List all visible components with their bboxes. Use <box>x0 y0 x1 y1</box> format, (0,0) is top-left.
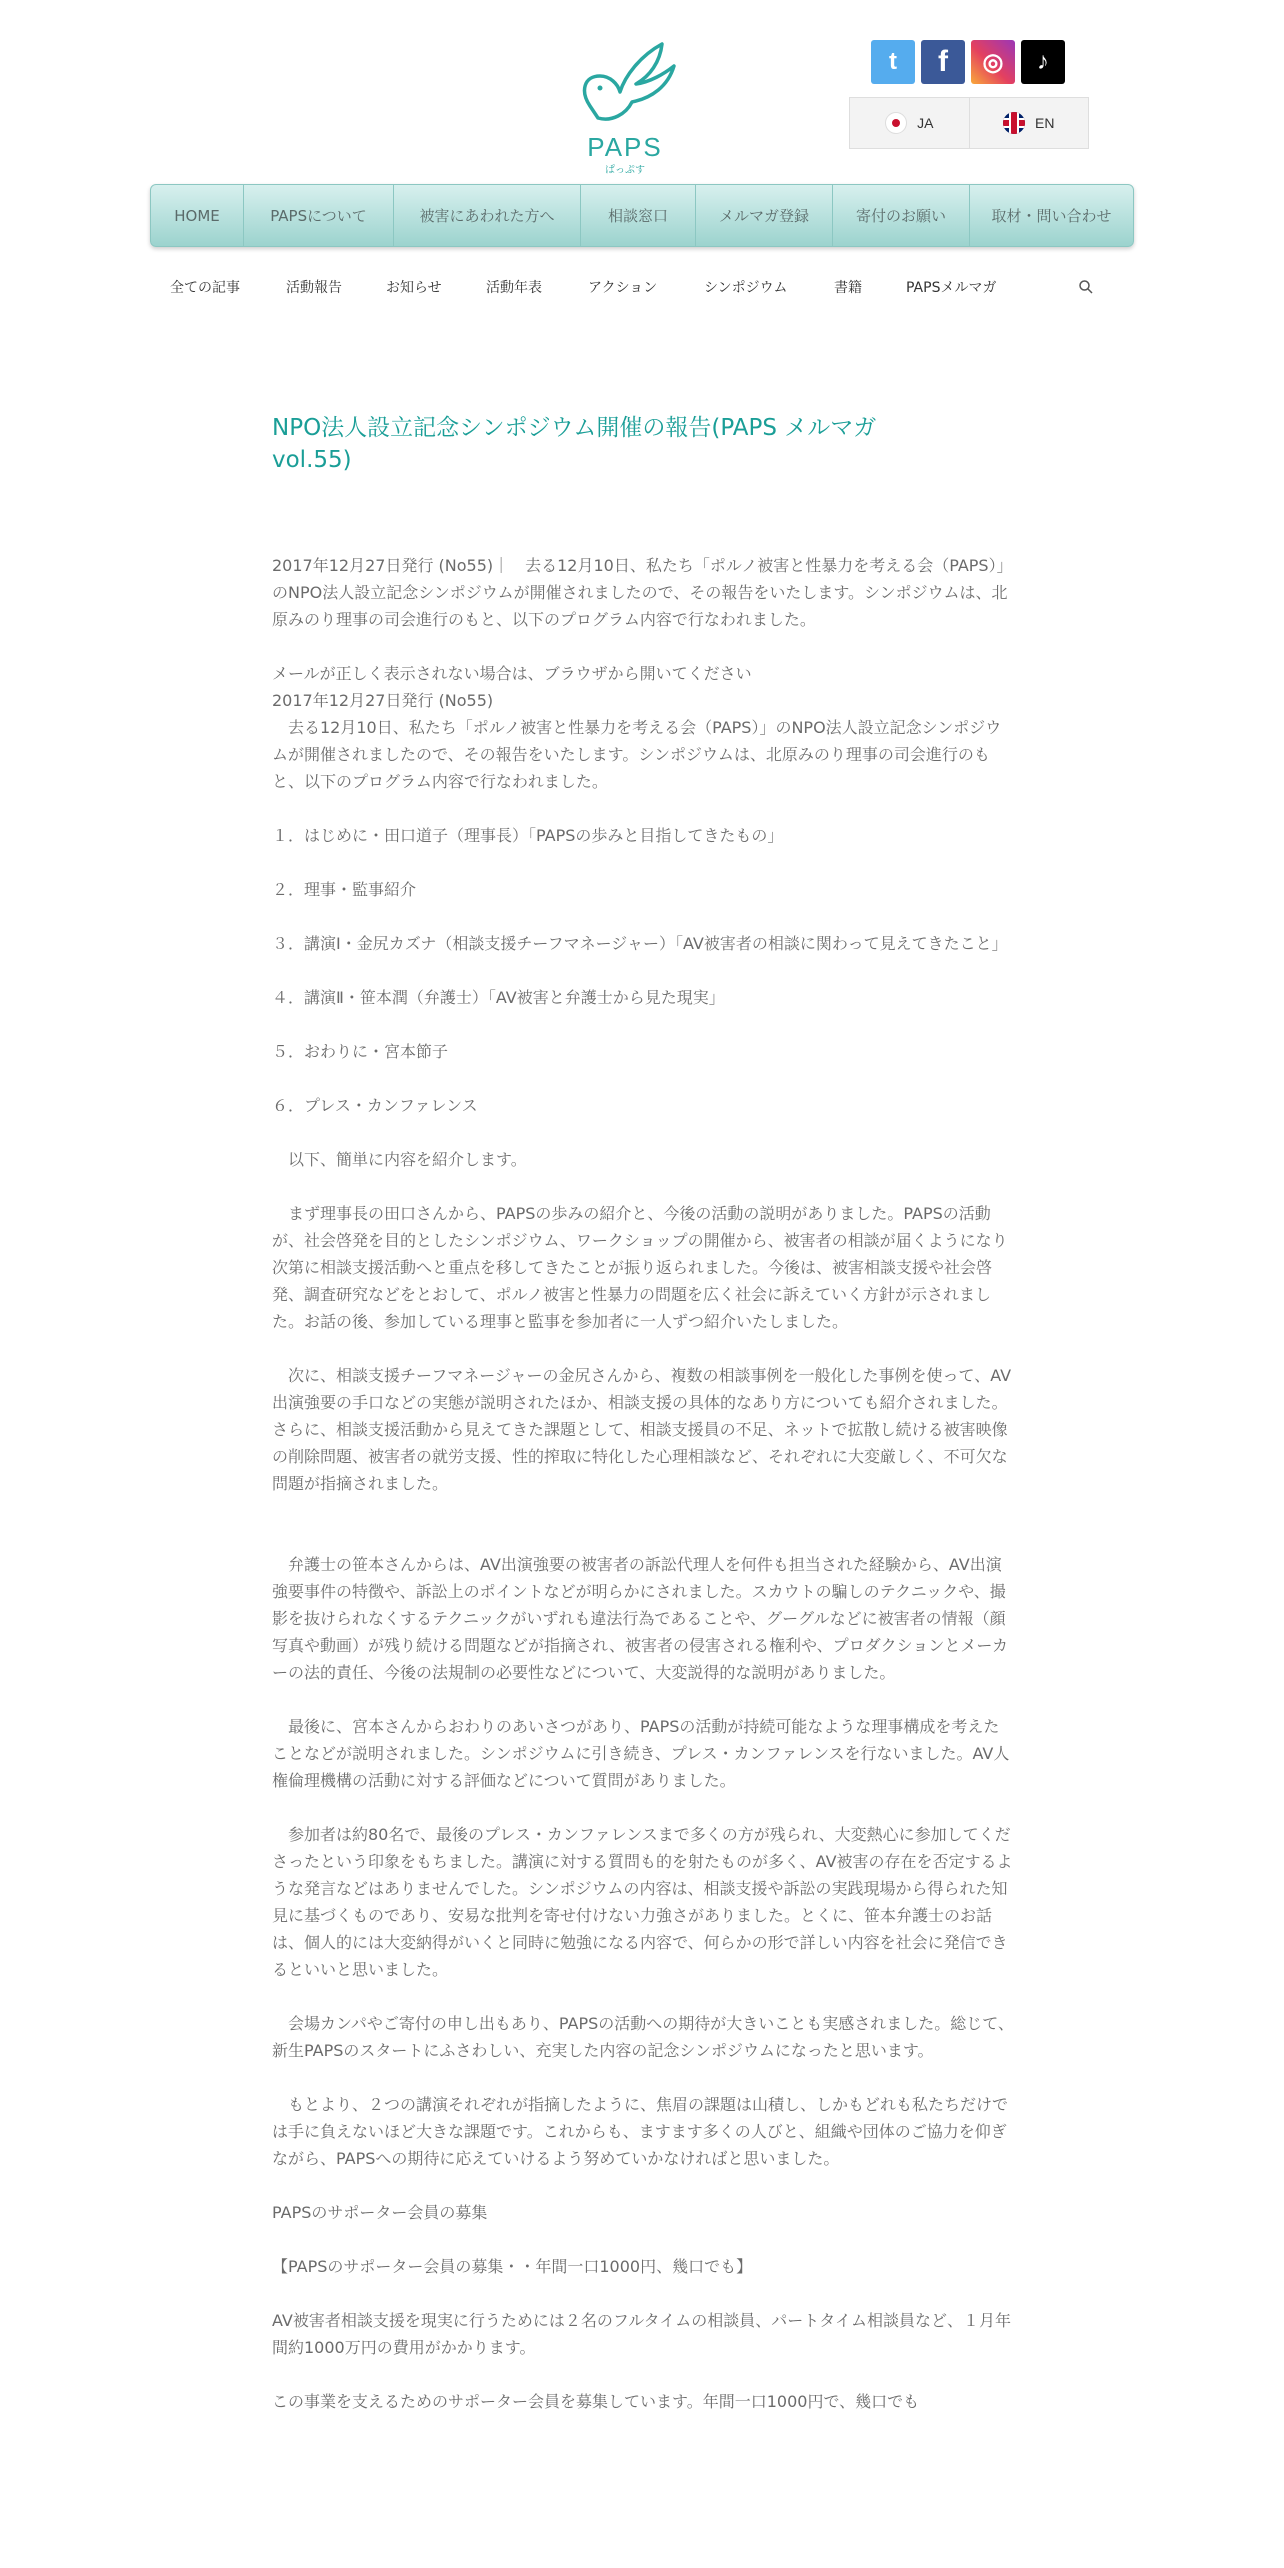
nav-donation[interactable]: 寄付のお願い <box>833 185 970 246</box>
category-news[interactable]: お知らせ <box>386 280 442 296</box>
main-nav <box>150 184 1134 247</box>
nav-home[interactable]: HOME <box>151 185 244 246</box>
article-title: NPO法人設立記念シンポジウム開催の報告(PAPS メルマガvol.55) <box>272 415 877 473</box>
nav-consultation[interactable]: 相談窓口 <box>581 185 696 246</box>
language-option-ja[interactable] <box>850 98 969 148</box>
site-logo[interactable] <box>560 36 690 176</box>
article-paragraph: ６．プレス・カンファレンス <box>272 1096 478 1115</box>
logo-brand-text: PAPS <box>587 132 663 162</box>
paragraph-gap <box>272 1335 1014 1362</box>
language-label-ja: JA <box>917 115 934 131</box>
nav-contact[interactable]: 取材・問い合わせ <box>991 207 1112 225</box>
language-option-en[interactable] <box>969 98 1089 148</box>
nav-victims[interactable]: 被害にあわれた方へ <box>394 185 581 246</box>
paragraph-gap <box>272 2361 1014 2388</box>
category-timeline[interactable]: 活動年表 <box>486 280 542 296</box>
article-paragraph: ２．理事・監事紹介 <box>272 880 417 899</box>
article-paragraph: 去る12月10日、私たち「ポルノ被害と性暴力を考える会（PAPS）」のNPO法人設立記念シンポジウムが開催されましたので、その報告をいたします。シンポジウムは、北原みのり理事の司会進行のもと、以下のプログラム内容で行なわれました。 <box>272 718 1002 791</box>
article-paragraph: まず理事長の田口さんから、PAPSの歩みの紹介と、今後の活動の説明がありました。PAPSの活動が、社会啓発を目的としたシンポジウム、ワークショップの開催から、被害者の相談が届くようになり次第に相談支援活動へと重点を移してきたことが振り返られました。今後は、被害相談支援や社会啓発、調査研究などをとおして、ポルノ被害と性暴力の問題を広く社会に訴えていく方針が示されました。お話の後、参加している理事と監事を参加者に一人ずつ紹介いたしました。 <box>272 1204 1008 1331</box>
paragraph-gap <box>272 2226 1014 2253</box>
paragraph-gap <box>272 1497 1014 1524</box>
paragraph-gap <box>272 1686 1014 1713</box>
category-books[interactable]: 書籍 <box>834 280 862 296</box>
article-paragraph: 2017年12月27日発行 (No55) <box>272 691 494 710</box>
instagram-icon[interactable]: ◎ <box>971 40 1015 84</box>
paragraph-gap <box>272 1983 1014 2010</box>
category-symposium[interactable]: シンポジウム <box>704 280 788 296</box>
paragraph-gap <box>272 2280 1014 2307</box>
article-paragraph: 【PAPSのサポーター会員の募集・・年間一口1000円、幾口でも】 <box>272 2257 753 2276</box>
search-icon[interactable] <box>1078 279 1094 295</box>
article-paragraph: 最後に、宮本さんからおわりのあいさつがあり、PAPSの活動が持続可能なような理事構成を考えたことなどが説明されました。シンポジウムに引き続き、プレス・カンファレンスを行ないました。AV人権倫理機構の活動に対する評価などについて質問がありました。 <box>272 1717 1010 1790</box>
article-paragraph: ４．講演Ⅱ・笹本潤（弁護士）「AV被害と弁護士から見た現実」 <box>272 988 725 1007</box>
nav-about[interactable]: PAPSについて <box>244 185 394 246</box>
paragraph-gap <box>272 2172 1014 2199</box>
paragraph-gap <box>272 1794 1014 1821</box>
article-paragraph: 次に、相談支援チーフマネージャーの金尻さんから、複数の相談事例を一般化した事例を使って、AV出演強要の手口などの実態が説明されたほか、相談支援の具体的なあり方についても紹介されました。さらに、相談支援活動から見えてきた課題として、相談支援員の不足、ネットで拡散し続ける被害映像の削除問題、被害者の就労支援、性的搾取に特化した心理相談など、それぞれに大変厳しく、不可欠な問題が指摘されました。 <box>272 1366 1012 1493</box>
paragraph-gap <box>272 849 1014 876</box>
article-paragraph: AV被害者相談支援を現実に行うためには２名のフルタイムの相談員、パートタイム相談員など、１月年間約1000万円の費用がかかります。 <box>272 2311 1011 2357</box>
tiktok-icon[interactable]: ♪ <box>1021 40 1065 84</box>
paragraph-gap <box>272 633 1014 660</box>
uk-flag-icon <box>1003 112 1025 134</box>
article-paragraph: PAPSのサポーター会員の募集 <box>272 2203 488 2222</box>
language-selector <box>849 97 1089 149</box>
twitter-icon[interactable]: t <box>871 40 915 84</box>
article-paragraph: 会場カンパやご寄付の申し出もあり、PAPSの活動への期待が大きいことも実感されました。総じて、新生PAPSのスタートにふさわしい、充実した内容の記念シンポジウムになったと思います。 <box>272 2014 1014 2060</box>
paragraph-gap <box>272 795 1014 822</box>
paragraph-gap <box>272 1119 1014 1146</box>
logo-kana-text: ぱっぷす <box>605 165 645 176</box>
article-paragraph: ５．おわりに・宮本節子 <box>272 1042 449 1061</box>
paragraph-gap <box>272 1011 1014 1038</box>
article-paragraph: この事業を支えるためのサポーター会員を募集しています。年間一口1000円で、幾口でも <box>272 2392 920 2411</box>
category-bar <box>170 270 1100 304</box>
paragraph-gap <box>272 1173 1014 1200</box>
article-body <box>272 552 1014 2415</box>
category-action[interactable]: アクション <box>588 280 658 296</box>
article-paragraph: メールが正しく表示されない場合は、ブラウザから開いてください <box>272 664 752 683</box>
paragraph-gap <box>272 1065 1014 1092</box>
nav-newsletter[interactable]: メルマガ登録 <box>696 185 833 246</box>
article-paragraph: 参加者は約80名で、最後のプレス・カンファレンスまで多くの方が残られ、大変熱心に参加してくださったという印象をもちました。講演に対する質問も的を射たものが多く、AV被害の存在を否定するような発言などはありませんでした。シンポジウムの内容は、相談支援や訴訟の実践現場から得られた知見に基づくものであり、安易な批判を寄せ付けない力強さがありました。とくに、笹本弁護士のお話は、個人的には大変納得がいくと同時に勉強になる内容で、何らかの形で詳しい内容を社会に発信できるといいと思いました。 <box>272 1825 1013 1979</box>
japan-flag-icon <box>885 112 907 134</box>
article-paragraph: 2017年12月27日発行 (No55)｜ 去る12月10日、私たち「ポルノ被害と性暴力を考える会（PAPS）」のNPO法人設立記念シンポジウムが開催されましたので、その報告をいたします。シンポジウムは、北原みのり理事の司会進行のもと、以下のプログラム内容で行なわれました。 <box>272 556 1013 629</box>
category-newsletter[interactable]: PAPSメルマガ <box>906 280 997 296</box>
category-activity-report[interactable]: 活動報告 <box>286 280 342 296</box>
paragraph-gap <box>272 2064 1014 2091</box>
paragraph-gap <box>272 957 1014 984</box>
facebook-icon[interactable]: f <box>921 40 965 84</box>
paragraph-gap <box>272 903 1014 930</box>
social-bar <box>871 40 1065 84</box>
article-paragraph: ３．講演Ⅰ・金尻カズナ（相談支援チーフマネージャー）「AV被害者の相談に関わって見えてきたこと」 <box>272 934 1008 953</box>
article-paragraph: もとより、２つの講演それぞれが指摘したように、焦眉の課題は山積し、しかもどれも私たちだけでは手に負えないほど大きな課題です。これからも、ますます多くの人びと、組織や団体のご協力を仰ぎながら、PAPSへの期待に応えていけるよう努めていかなければと思いました。 <box>272 2095 1009 2168</box>
article-paragraph: １．はじめに・田口道子（理事長）「PAPSの歩みと目指してきたもの」 <box>272 826 784 845</box>
article-paragraph: 以下、簡単に内容を紹介します。 <box>272 1150 527 1169</box>
category-all[interactable]: 全ての記事 <box>170 280 240 296</box>
dove-logo-icon <box>570 36 680 136</box>
article-paragraph: 弁護士の笹本さんからは、AV出演強要の被害者の訴訟代理人を何件も担当された経験から、AV出演強要事件の特徴や、訴訟上のポイントなどが明らかにされました。スカウトの騙しのテクニックや、撮影を抜けられなくするテクニックがいずれも違法行為であることや、グーグルなどに被害者の情報（顔写真や動画）が残り続ける問題などが指摘され、被害者の侵害される権利や、プロダクションとメーカーの法的責任、今後の法規制の必要性などについて、大変説得的な説明がありました。 <box>272 1555 1009 1682</box>
language-label-en: EN <box>1035 115 1055 131</box>
paragraph-gap <box>272 1524 1014 1551</box>
